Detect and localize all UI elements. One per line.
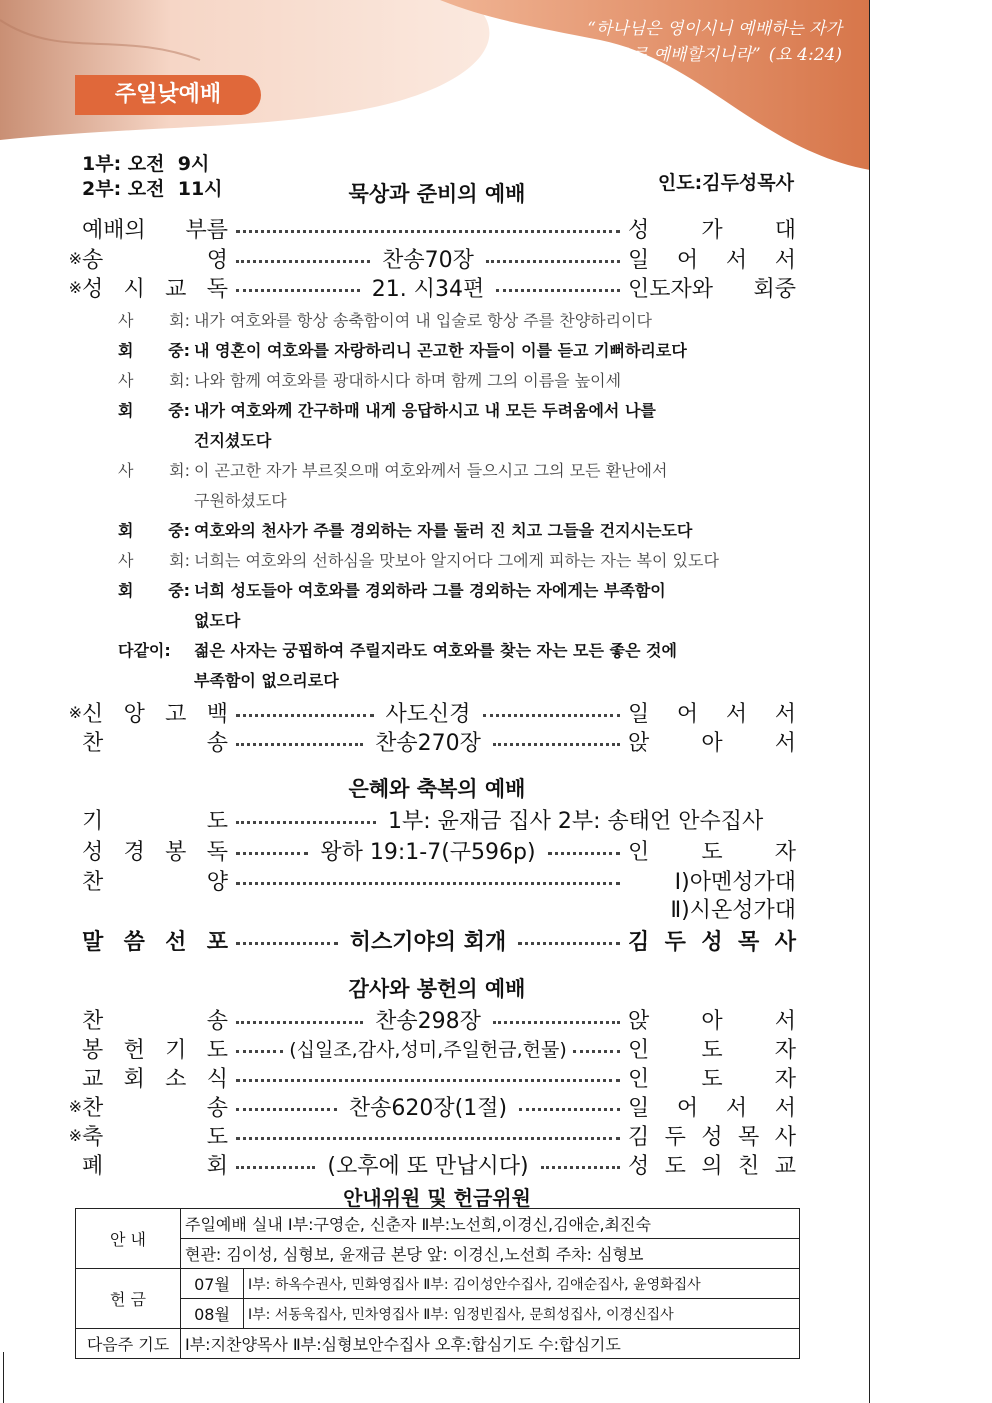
- reader-role: 사 회:: [118, 551, 190, 570]
- reading-text: 너희 성도들아 여호와를 경외하라 그를 경외하는 자에게는 부족함이: [194, 581, 666, 600]
- order-detail: 왕하 19:1-7(구596p): [320, 839, 536, 865]
- order-name: 폐 회: [82, 1153, 228, 1179]
- responsive-line: [118, 636, 798, 666]
- order-performer: 성 도 의 친 교: [628, 1153, 796, 1179]
- responsive-continuation: [118, 666, 798, 696]
- order-performer: 인 도 자: [628, 1037, 796, 1063]
- section-title-thanks: 감사와 봉헌의 예배: [348, 977, 526, 1001]
- reading-text: 여호와의 천사가 주를 경외하는 자를 둘러 진 치고 그들을 건지시는도다: [194, 521, 693, 540]
- order-name: 신 앙 고 백: [82, 701, 228, 727]
- order-performer: Ⅰ)아멘성가대: [674, 869, 796, 895]
- order-name: 성 시 교 독: [82, 276, 228, 302]
- service-badge: 주일낮예배: [75, 75, 261, 115]
- responsive-line: [118, 336, 798, 366]
- august-offering-ushers: Ⅰ부: 서동욱집사, 민차영집사 Ⅱ부: 임정빈집사, 문희성집사, 이경신집사: [244, 1299, 800, 1329]
- order-name: 축 도: [82, 1124, 228, 1150]
- order-detail: 찬송298장: [375, 1008, 481, 1034]
- responsive-line: [118, 456, 798, 486]
- next-prayer-label: 다음주 기도: [76, 1329, 181, 1359]
- order-row-close: [60, 1149, 796, 1179]
- offering-label: 헌 금: [76, 1269, 181, 1329]
- sermon-title: 히스기야의 회개: [349, 929, 507, 955]
- order-name: 예배의 부름: [82, 217, 228, 243]
- order-performer: 일 어 서 서: [628, 701, 796, 727]
- order-row-psalm: [60, 272, 796, 302]
- left-margin-line: [3, 1352, 4, 1403]
- reading-text: 나와 함께 여호와를 광대하시다 하며 함께 그의 이름을 높이세: [194, 371, 622, 390]
- section-title-prep: 묵상과 준비의 예배: [348, 182, 526, 206]
- service-time-1: 1부: 오전 9시: [82, 153, 210, 175]
- section-title-grace: 은혜와 축복의 예배: [348, 777, 526, 801]
- standing-mark: ※: [68, 702, 82, 722]
- order-detail: 21. 시34편: [371, 276, 485, 302]
- order-detail: 찬송270장: [375, 730, 481, 756]
- order-name: 성 경 봉 독: [82, 839, 228, 865]
- reading-text-cont: 부족함이 없으리로다: [194, 671, 339, 690]
- quote-line-2: 신령과 진정으로 예배할지니라”: [527, 45, 761, 65]
- reading-text-cont: 건지셨도다: [194, 431, 272, 450]
- order-performer: 인 도 자: [628, 839, 796, 865]
- order-performer: 김 두 성 목 사: [628, 1124, 796, 1150]
- order-name: 교 회 소 식: [82, 1066, 228, 1092]
- reading-text: 너희는 여호와의 선하심을 맛보아 알지어다 그에게 피하는 자는 복이 있도다: [194, 551, 719, 570]
- service-time-2: 2부: 오전 11시: [82, 178, 223, 200]
- reader-role: 회 중:: [118, 581, 190, 600]
- reading-text-cont: 없도다: [194, 611, 241, 630]
- quote-line-1: “하나님은 영이시니 예배하는 자가: [587, 19, 842, 39]
- responsive-line: [118, 366, 798, 396]
- order-performer: 성 가 대: [628, 217, 796, 243]
- worship-leader: 인도:김두성목사: [657, 172, 794, 194]
- order-row-offering: [60, 1033, 796, 1063]
- order-row-hymn4: [60, 1091, 796, 1121]
- order-row-sermon: [60, 925, 796, 955]
- standing-mark: ※: [68, 1096, 82, 1116]
- order-performer-2: Ⅱ)시온성가대: [670, 897, 796, 923]
- order-performer: 인도자와 회중: [628, 276, 796, 302]
- order-performer: 일 어 서 서: [628, 247, 796, 273]
- responsive-line: [118, 546, 798, 576]
- standing-mark: ※: [68, 1125, 82, 1145]
- order-detail: 사도신경: [385, 701, 471, 727]
- order-detail: 찬송70장: [382, 247, 474, 273]
- reader-role: 회 중:: [118, 521, 190, 540]
- order-row-scripture: [60, 835, 796, 865]
- order-name: 찬 송: [82, 1008, 228, 1034]
- order-name: 찬 양: [82, 869, 228, 895]
- order-detail: (십일조,감사,성미,주일헌금,헌물): [289, 1038, 567, 1061]
- responsive-continuation: [118, 426, 798, 456]
- order-row-benediction: [60, 1120, 796, 1150]
- order-name: 찬 송: [82, 1095, 228, 1121]
- order-detail: 1부: 윤재금 집사 2부: 송태언 안수집사: [388, 808, 764, 834]
- reader-role: 회 중:: [118, 341, 190, 360]
- responsive-line: [118, 306, 798, 336]
- order-name: 봉 헌 기 도: [82, 1037, 228, 1063]
- responsive-line: [118, 396, 798, 426]
- responsive-continuation: [118, 486, 798, 516]
- reading-text: 내 영혼이 여호와를 자랑하리니 곤고한 자들이 이를 듣고 기뻐하리로다: [194, 341, 687, 360]
- order-row-prayer: [60, 804, 796, 834]
- reading-text-cont: 구원하셨도다: [194, 491, 287, 510]
- reading-text: 젊은 사자는 궁핍하여 주릴지라도 여호와를 찾는 자는 모든 좋은 것에: [194, 641, 677, 660]
- next-prayer-text: Ⅰ부:지찬양목사 Ⅱ부:심형보안수집사 오후:합심기도 수:합심기도: [181, 1329, 800, 1359]
- order-detail: (오후에 또 만납시다): [327, 1153, 529, 1179]
- order-detail: 찬송620장(1절): [348, 1095, 508, 1121]
- reader-role: 사 회:: [118, 311, 190, 330]
- month-july: 07월: [181, 1269, 244, 1299]
- ushers-title: 안내위원 및 헌금위원: [343, 1186, 531, 1210]
- quote-reference: (요 4:24): [768, 45, 842, 65]
- standing-mark: ※: [68, 248, 82, 268]
- reading-text: 내가 여호와를 항상 송축함이여 내 입술로 항상 주를 찬양하리이다: [194, 311, 653, 330]
- order-row-creed: [60, 697, 796, 727]
- guide-label: 안 내: [76, 1209, 181, 1269]
- order-name: 말 씀 선 포: [82, 929, 228, 955]
- order-row-anthem: [60, 865, 796, 895]
- standing-mark: ※: [68, 277, 82, 297]
- order-row-call: [60, 213, 796, 243]
- guide-row-1: 주일예배 실내 Ⅰ부:구영순, 신춘자 Ⅱ부:노선희,이경신,김애순,최진숙: [181, 1209, 800, 1239]
- responsive-line: [118, 576, 798, 606]
- reader-role: 사 회:: [118, 461, 190, 480]
- guide-row-2: 현관: 김이성, 심형보, 윤재금 본당 앞: 이경신,노선희 주차: 심형보: [181, 1239, 800, 1269]
- order-row-hymn1: [60, 243, 796, 273]
- order-row-hymn2: [60, 726, 796, 756]
- order-performer: 김 두 성 목 사: [628, 929, 796, 955]
- reader-role: 사 회:: [118, 371, 190, 390]
- order-row-anthem-2: [60, 893, 796, 923]
- order-performer: 앉 아 서: [628, 730, 796, 756]
- order-performer: 인 도 자: [628, 1066, 796, 1092]
- month-august: 08월: [181, 1299, 244, 1329]
- july-offering-ushers: Ⅰ부: 하옥수권사, 민화영집사 Ⅱ부: 김이성안수집사, 김애순집사, 윤영화집사: [244, 1269, 800, 1299]
- reading-text: 내가 여호와께 간구하매 내게 응답하시고 내 모든 두려움에서 나를: [194, 401, 656, 420]
- order-performer: 일 어 서 서: [628, 1095, 796, 1121]
- responsive-continuation: [118, 606, 798, 636]
- reader-role: 회 중:: [118, 401, 190, 420]
- order-row-news: [60, 1062, 796, 1092]
- reading-text: 이 곤고한 자가 부르짖으매 여호와께서 들으시고 그의 모든 환난에서: [194, 461, 668, 480]
- reader-role: 다같이:: [118, 641, 171, 660]
- order-name: 찬 송: [82, 730, 228, 756]
- order-name: 송 영: [82, 247, 228, 273]
- order-name: 기 도: [82, 808, 228, 834]
- responsive-line: [118, 516, 798, 546]
- order-row-hymn3: [60, 1004, 796, 1034]
- header-quote: [528, 16, 842, 68]
- order-performer: 앉 아 서: [628, 1008, 796, 1034]
- ushers-table: [75, 1208, 800, 1359]
